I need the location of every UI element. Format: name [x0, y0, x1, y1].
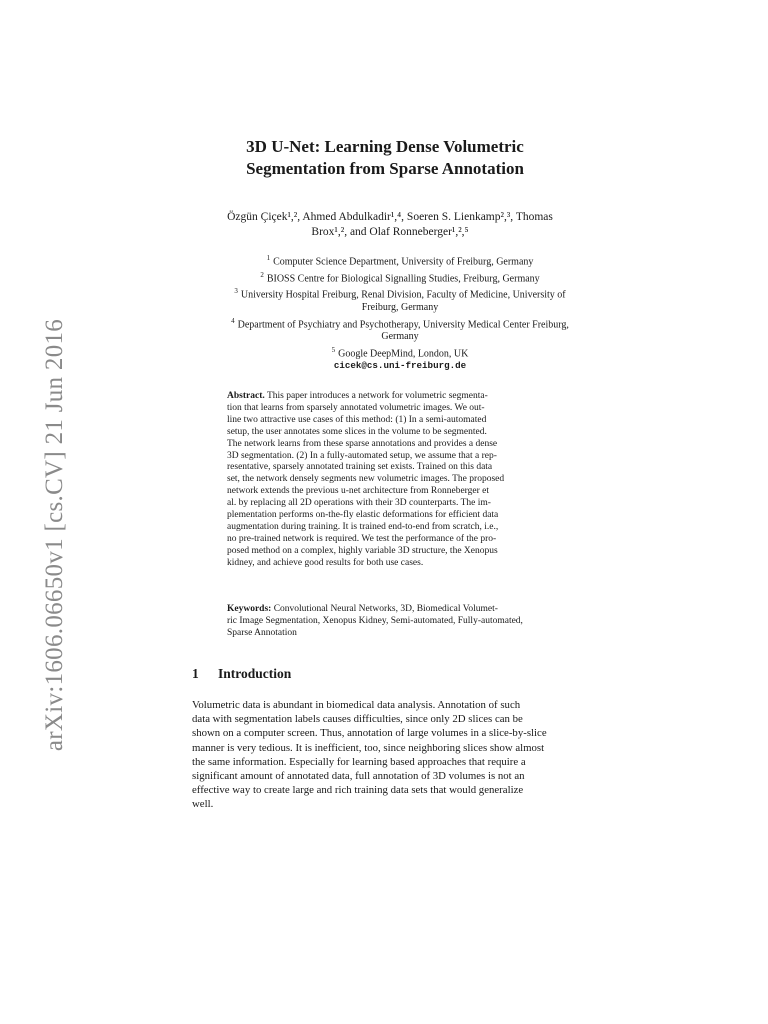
- paragraph-line: the same information. Especially for learning based approaches that require a: [192, 755, 526, 768]
- abstract-line: augmentation during training. It is trained end-to-end from scratch, i.e.,: [227, 521, 499, 532]
- abstract-line: 3D segmentation. (2) In a fully-automated setup, we assume that a rep-: [227, 450, 497, 461]
- abstract-line: Abstract. This paper introduces a network for volumetric segmenta-: [227, 391, 488, 401]
- affiliation-line: Freiburg, Germany: [361, 302, 439, 314]
- abstract-line: line two attractive use cases of this method: (1) In a semi-automated: [227, 414, 487, 425]
- abstract-line: posed method on a complex, highly variable 3D structure, the Xenopus: [227, 545, 498, 556]
- abstract-line: kidney, and achieve good results for both use cases.: [227, 557, 424, 568]
- keywords-line: Keywords: Convolutional Neural Networks, 3D, Biomedical Volumet-: [227, 604, 498, 614]
- abstract-line: network extends the previous u-net architecture from Ronneberger et: [227, 486, 490, 497]
- title-line: 3D U-Net: Learning Dense Volumetric: [246, 137, 524, 156]
- section-number: 1: [192, 666, 199, 681]
- section-title: Introduction: [218, 666, 292, 681]
- keywords-line: Sparse Annotation: [227, 627, 297, 638]
- paragraph-line: significant amount of annotated data, full annotation of 3D volumes is not an: [192, 770, 525, 783]
- abstract-line: set, the network densely segments new volumetric images. The proposed: [227, 474, 505, 485]
- arxiv-side-stamp: [14, 310, 96, 760]
- paper-title: [190, 136, 580, 180]
- abstract-line: resentative, sparsely annotated training set exists. Trained on this data: [227, 462, 493, 473]
- abstract-line: no pre-trained network is required. We test the performance of the pro-: [227, 533, 497, 544]
- title-line: Segmentation from Sparse Annotation: [246, 159, 524, 178]
- affiliation-line: Germany: [381, 331, 419, 343]
- paragraph-line: Volumetric data is abundant in biomedical data analysis. Annotation of such: [192, 699, 521, 711]
- paragraph-line: shown on a computer screen. Thus, annotation of large volumes in a slice-by-slice: [192, 727, 547, 740]
- paragraph-line: effective way to create large and rich training data sets that would generalize: [192, 784, 524, 797]
- paragraph-line: data with segmentation labels causes difficulties, since only 2D slices can be: [192, 713, 523, 726]
- author-list: [220, 210, 560, 240]
- affiliation-line: $^4$ Department of Psychiatry and Psychotherapy, University Medical Center Freiburg,: [231, 316, 569, 330]
- keywords-heading: Keywords:: [227, 604, 272, 614]
- abstract-line: tion that learns from sparsely annotated volumetric images. We out-: [227, 402, 485, 413]
- keywords-line: ric Image Segmentation, Xenopus Kidney, Semi-automated, Fully-automated,: [227, 615, 523, 626]
- abstract-line: setup, the user annotates some slices in the volume to be segmented.: [227, 426, 487, 437]
- affiliation-line: $^2$ BIOSS Centre for Biological Signalling Studies, Freiburg, Germany: [260, 270, 540, 285]
- abstract-line: plementation performs on-the-fly elastic deformations for efficient data: [227, 510, 499, 521]
- affiliation-line: $^3$ University Hospital Freiburg, Renal Division, Faculty of Medicine, University of: [234, 287, 566, 301]
- abstract-line: The network learns from these sparse annotations and provides a dense: [227, 438, 498, 449]
- keywords: [227, 604, 587, 640]
- abstract-line: al. by replacing all 2D operations with their 3D counterparts. The im-: [227, 498, 491, 509]
- section-heading: [192, 666, 572, 682]
- author-line: Özgün Çiçek¹,², Ahmed Abdulkadir¹,⁴, Soeren S. Lienkamp²,³, Thomas: [227, 211, 553, 223]
- paragraph-line: manner is very tedious. It is inefficient, too, since neighboring slices show almost: [192, 741, 545, 754]
- affiliation-line: $^1$ Computer Science Department, University of Freiburg, Germany: [266, 254, 534, 268]
- abstract-heading: Abstract.: [227, 391, 265, 401]
- paragraph-line: well.: [192, 798, 214, 811]
- arxiv-id-text: arXiv:1606.06650v1 [cs.CV] 21 Jun 2016: [41, 318, 68, 752]
- author-line: Brox¹,², and Olaf Ronneberger¹,²,⁵: [311, 226, 469, 238]
- introduction-text: [192, 698, 612, 812]
- affiliations: [195, 252, 605, 373]
- contact-email: cicek@cs.uni-freiburg.de: [333, 360, 467, 372]
- affiliation-line: $^5$ Google DeepMind, London, UK: [331, 345, 469, 360]
- abstract: [227, 391, 587, 570]
